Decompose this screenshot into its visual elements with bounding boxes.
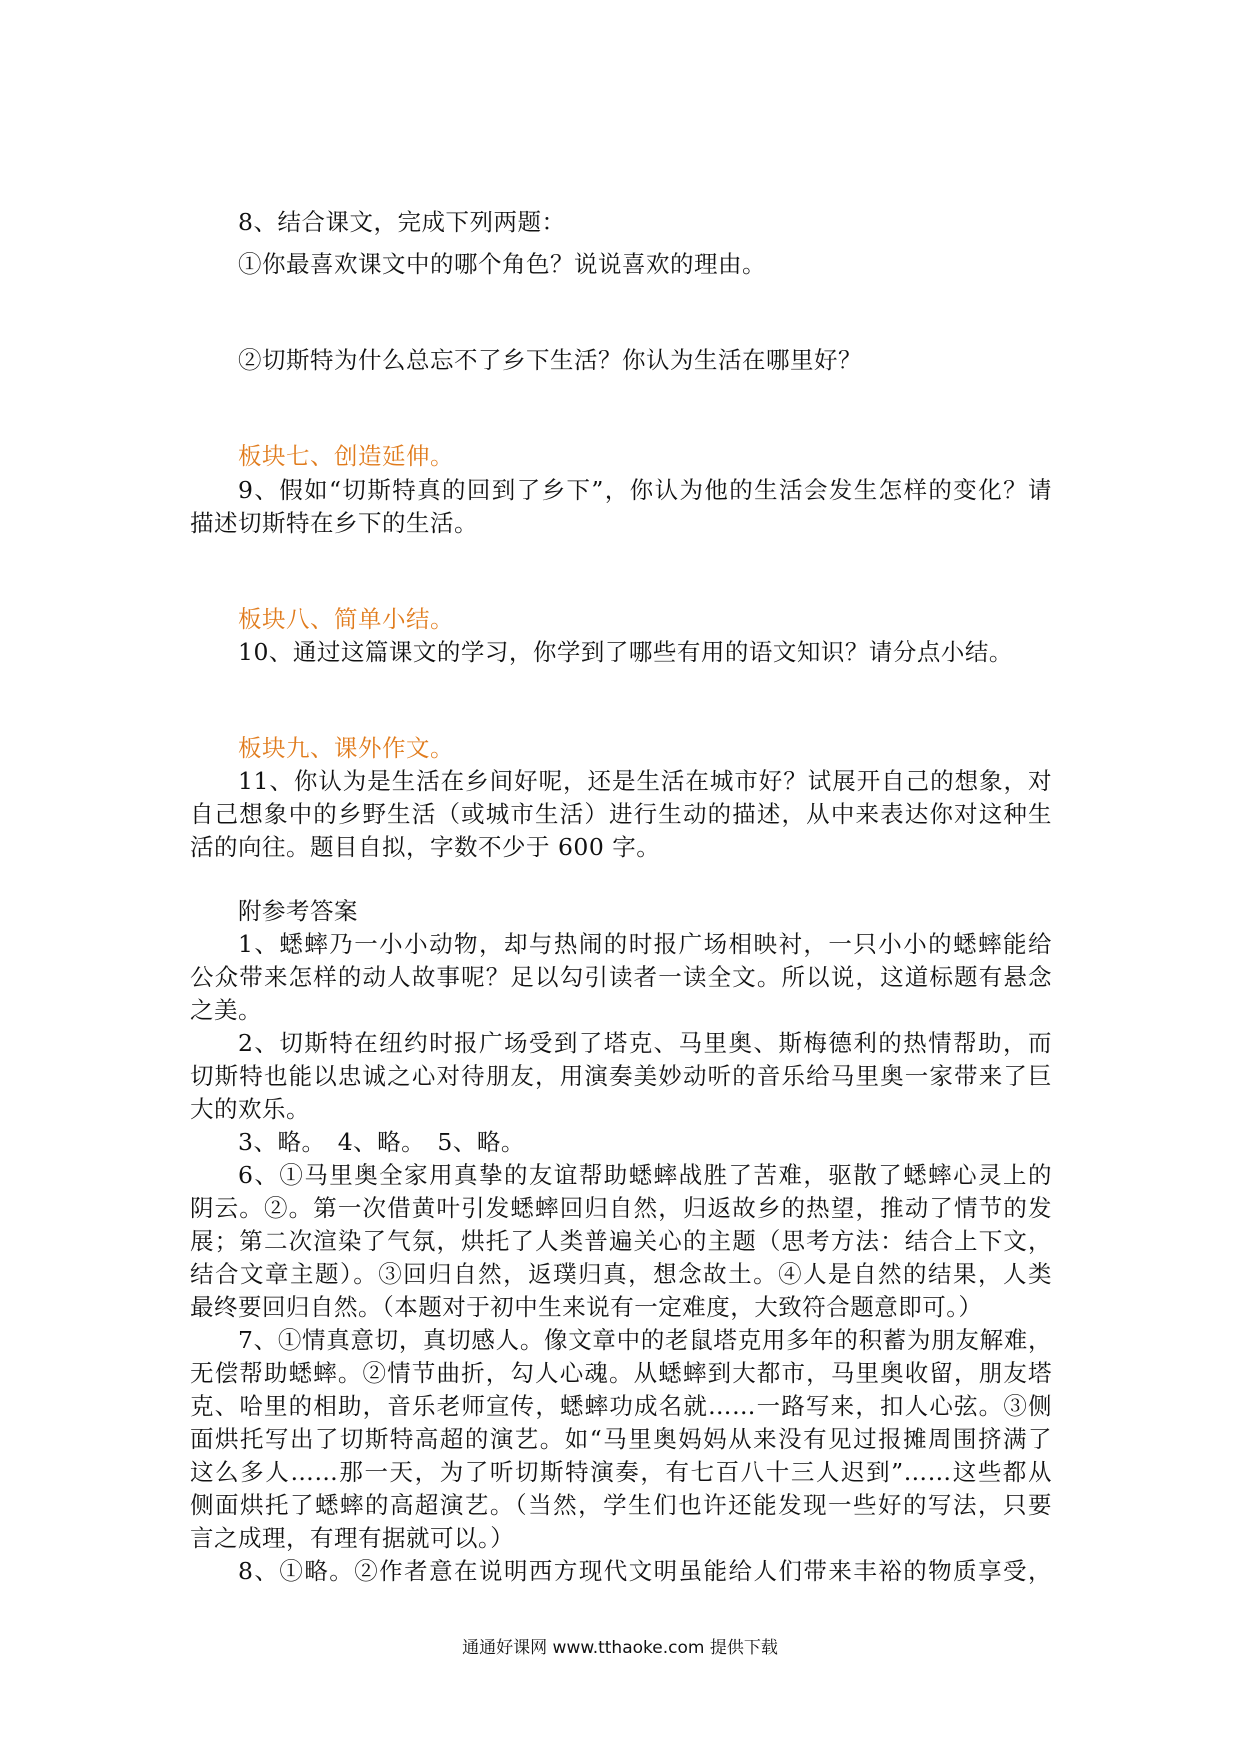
answer-7-line: 侧面烘托了蟋蟀的高超演艺。（当然，学生们也许还能发现一些好的写法，只要 <box>190 1491 1052 1519</box>
question-8-part-1: ①你最喜欢课文中的哪个角色？说说喜欢的理由。 <box>238 250 766 278</box>
answer-6-line: 展；第二次渲染了气氛，烘托了人类普遍关心的主题（思考方法：结合上下文， <box>190 1227 1052 1255</box>
question-9-line-2: 描述切斯特在乡下的生活。 <box>190 509 478 537</box>
answer-7-line: 这么多人……那一天，为了听切斯特演奏，有七百八十三人迟到”……这些都从 <box>190 1458 1052 1486</box>
section-7-heading: 板块七、创造延伸。 <box>238 442 454 470</box>
answer-2-line: 切斯特也能以忠诚之心对待朋友，用演奏美妙动听的音乐给马里奥一家带来了巨 <box>190 1062 1052 1090</box>
answers-heading: 附参考答案 <box>238 897 358 925</box>
answer-7-line: 言之成理，有理有据就可以。） <box>190 1524 515 1552</box>
answer-6-line: 最终要回归自然。（本题对于初中生来说有一定难度，大致符合题意即可。） <box>190 1293 983 1321</box>
answer-7-line: 无偿帮助蟋蟀。②情节曲折，勾人心魂。从蟋蟀到大都市，马里奥收留，朋友塔 <box>190 1359 1052 1387</box>
answer-7-line: 克、哈里的相助，音乐老师宣传，蟋蟀功成名就……一路写来，扣人心弦。③侧 <box>190 1392 1052 1420</box>
section-9-heading: 板块九、课外作文。 <box>238 734 454 762</box>
question-9-line-1: 9、假如“切斯特真的回到了乡下”，你认为他的生活会发生怎样的变化？请 <box>238 476 1052 504</box>
answer-1-line: 1、蟋蟀乃一小小动物，却与热闹的时报广场相映衬，一只小小的蟋蟀能给 <box>238 930 1052 958</box>
question-11-line-2: 自己想象中的乡野生活（或城市生活）进行生动的描述，从中来表达你对这种生 <box>190 800 1052 828</box>
answer-2-line: 大的欢乐。 <box>190 1095 310 1123</box>
answer-6-line: 结合文章主题）。③回归自然，返璞归真，想念故土。④人是自然的结果，人类 <box>190 1260 1052 1288</box>
question-11-line-3: 活的向往。题目自拟，字数不少于 600 字。 <box>190 833 661 861</box>
answer-3-5: 3、略。 4、略。 5、略。 <box>238 1128 525 1156</box>
section-8-heading: 板块八、简单小结。 <box>238 605 454 633</box>
answer-7-line: 7、①情真意切，真切感人。像文章中的老鼠塔克用多年的积蓄为朋友解难， <box>238 1326 1052 1354</box>
answer-6-line: 阴云。②。第一次借黄叶引发蟋蟀回归自然，归返故乡的热望，推动了情节的发 <box>190 1194 1052 1222</box>
question-8-intro: 8、结合课文，完成下列两题： <box>238 208 566 236</box>
question-11-line-1: 11、你认为是生活在乡间好呢，还是生活在城市好？试展开自己的想象，对 <box>238 767 1052 795</box>
answer-1-line: 之美。 <box>190 996 262 1024</box>
question-10: 10、通过这篇课文的学习，你学到了哪些有用的语文知识？请分点小结。 <box>238 638 1013 666</box>
answer-6-line: 6、①马里奥全家用真挚的友谊帮助蟋蟀战胜了苦难，驱散了蟋蟀心灵上的 <box>238 1161 1052 1189</box>
answer-7-line: 面烘托写出了切斯特高超的演艺。如“马里奥妈妈从来没有见过报摊周围挤满了 <box>190 1425 1052 1453</box>
page-footer: 通通好课网 www.tthaoke.com 提供下载 <box>462 1638 778 1658</box>
answer-8-line: 8、①略。②作者意在说明西方现代文明虽能给人们带来丰裕的物质享受， <box>238 1557 1052 1585</box>
question-8-part-2: ②切斯特为什么总忘不了乡下生活？你认为生活在哪里好？ <box>238 346 862 374</box>
answer-2-line: 2、切斯特在纽约时报广场受到了塔克、马里奥、斯梅德利的热情帮助，而 <box>238 1029 1052 1057</box>
answer-1-line: 公众带来怎样的动人故事呢？足以勾引读者一读全文。所以说，这道标题有悬念 <box>190 963 1052 991</box>
